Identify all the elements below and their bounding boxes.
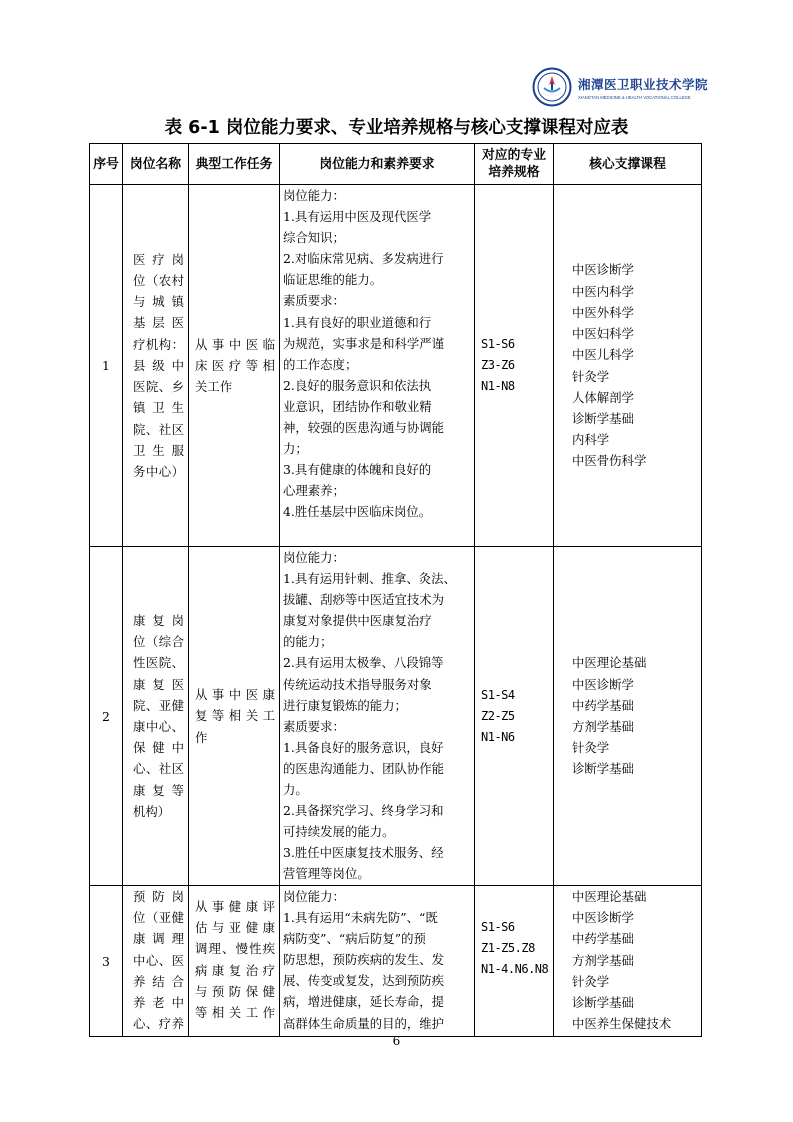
position-line: 医院、乡 — [133, 379, 184, 395]
college-logo — [532, 66, 707, 108]
spec-line: S1-S4 — [481, 687, 515, 702]
course-item: 中医骨伤科学 — [572, 453, 647, 469]
course-item: 诊断学基础 — [572, 995, 634, 1011]
position-line: 务中心） — [133, 463, 184, 479]
task-line: 病康复治疗 — [195, 962, 275, 978]
ability-line: 的医患沟通能力、团队协作能 — [283, 760, 445, 776]
ability-line: 可持续发展的能力。 — [283, 824, 395, 840]
ability-line: 岗位能力： — [283, 550, 345, 565]
ability-line: 2.具备探究学习、终身学习和 — [283, 803, 444, 819]
ability-line: 3.胜任中医康复技术服务、经 — [283, 845, 444, 861]
course-item: 中医理论基础 — [572, 655, 647, 671]
position-line: 预 防 岗 — [133, 889, 184, 904]
position-line: 县 级 中 — [133, 357, 184, 373]
spec-line: Z1-Z5.Z8 — [481, 941, 535, 955]
ability-line: 病防变”、“病后防复”的预 — [283, 931, 426, 947]
position-line: 基 层 医 — [133, 315, 184, 331]
row-no: 3 — [90, 886, 123, 1037]
course-item: 方剂学基础 — [572, 719, 634, 734]
ability-line: 业意识，团结协作和敬业精 — [283, 398, 432, 414]
ability-line: 综合知识； — [283, 230, 345, 246]
position-line: 养 结 合 — [133, 973, 184, 989]
ability-line: 康复对象提供中医康复治疗 — [283, 613, 432, 629]
ability-line: 高群体生命质量的目的，维护 — [283, 1015, 445, 1031]
ability-line: 神，较强的医患沟通与协调能 — [283, 420, 445, 436]
course-item: 诊断学基础 — [572, 761, 634, 777]
position-line: 疗机构： — [133, 336, 184, 352]
course-item: 中医儿科学 — [572, 347, 634, 363]
task-line: 复等相关工 — [195, 708, 275, 724]
position-line: 中心、医 — [133, 952, 184, 968]
page-number: 6 — [392, 1034, 401, 1048]
ability-line: 2.具有运用太极拳、八段锦等 — [283, 655, 444, 671]
row-spec — [475, 185, 554, 547]
position-line: 康 复 医 — [133, 676, 184, 692]
ability-line: 的工作态度； — [283, 356, 358, 372]
position-line: 机构） — [133, 803, 171, 819]
ability-line: 3.具有健康的体魄和良好的 — [283, 462, 432, 478]
ability-line: 2.对临床常见病、多发病进行 — [283, 251, 444, 267]
header-ability: 岗位能力和素养要求 — [280, 144, 475, 185]
row-courses — [554, 185, 702, 547]
course-item: 人体解剖学 — [572, 389, 634, 405]
position-line: 性医院、 — [133, 655, 184, 671]
row-ability — [280, 547, 475, 886]
row-courses — [554, 886, 702, 1037]
position-line: 镇 卫 生 — [133, 400, 184, 416]
header-position: 岗位名称 — [123, 144, 189, 185]
row-ability — [280, 185, 475, 547]
row-ability — [280, 886, 475, 1037]
college-name-cn: 湘潭医卫职业技术学院 — [578, 76, 709, 92]
task-line: 关工作 — [195, 379, 233, 395]
course-item: 中医诊断学 — [572, 262, 634, 278]
row-task — [189, 547, 280, 886]
table-row — [90, 547, 702, 886]
spec-line: N1-N8 — [481, 379, 515, 393]
position-line: 心、疗养 — [133, 1016, 184, 1032]
position-line: 保 健 中 — [133, 740, 184, 756]
task-line: 从事中医临 — [195, 336, 275, 352]
ability-line: 传统运动技术指导服务对象 — [283, 676, 432, 692]
ability-line: 病，增进健康，延长寿命，提 — [283, 994, 445, 1010]
position-line: 心、社区 — [133, 761, 184, 777]
position-line: 卫 生 服 — [133, 442, 184, 458]
row-no: 1 — [90, 185, 123, 547]
course-item: 诊断学基础 — [572, 410, 634, 426]
position-line: 康中心、 — [133, 719, 184, 734]
ability-line: 1.具备良好的服务意识，良好 — [283, 739, 444, 755]
course-item: 内科学 — [572, 432, 610, 448]
position-line: 医 疗 岗 — [133, 251, 184, 267]
ability-line: 1.具有运用中医及现代医学 — [283, 209, 432, 225]
ability-line: 岗位能力： — [283, 889, 345, 904]
position-line: 位（亚健 — [133, 910, 184, 926]
header-spec-line2: 培养规格 — [488, 165, 540, 180]
college-name-en: XIANGTAN MEDICINE & HEALTH VOCATIONAL COLLEGE — [578, 94, 691, 100]
course-item: 中药学基础 — [572, 931, 634, 947]
course-item: 中医养生保健技术 — [572, 1016, 672, 1032]
task-line: 床医疗等相 — [195, 357, 275, 373]
course-item: 针灸学 — [572, 368, 610, 384]
course-item: 中医诊断学 — [572, 910, 634, 926]
course-item: 方剂学基础 — [572, 952, 634, 968]
table-row — [90, 886, 702, 1037]
position-line: 康 复 岗 — [133, 612, 184, 628]
ability-line: 素质要求： — [283, 718, 345, 734]
course-item: 中医外科学 — [572, 304, 634, 320]
ability-line: 4.胜任基层中医临床岗位。 — [283, 504, 432, 520]
course-item: 中医理论基础 — [572, 889, 647, 904]
ability-line: 拔罐、刮痧等中医适宜技术为 — [283, 592, 445, 608]
position-line: 与 城 镇 — [133, 294, 184, 310]
task-line: 从事中医康 — [195, 687, 275, 703]
course-item: 中医妇科学 — [572, 326, 634, 342]
ability-line: 的能力； — [283, 634, 333, 650]
ability-line: 1.具有良好的职业道德和行 — [283, 314, 432, 330]
ability-line: 1.具有运用“未病先防”、“既 — [283, 910, 438, 926]
row-task — [189, 185, 280, 547]
task-line: 调理、慢性疾 — [195, 941, 275, 957]
row-spec — [475, 886, 554, 1037]
position-line: 院、社区 — [133, 421, 184, 437]
ability-line: 进行康复锻炼的能力； — [283, 697, 407, 713]
header-spec — [475, 144, 554, 185]
table-title: 表 6-1 岗位能力要求、专业培养规格与核心支撑课程对应表 — [164, 118, 629, 138]
ability-line: 防思想，预防疾病的发生、发 — [283, 952, 445, 968]
ability-line: 素质要求： — [283, 293, 345, 309]
ability-line: 岗位能力： — [283, 188, 345, 203]
row-no: 2 — [90, 547, 123, 886]
task-line: 从事健康评 — [195, 899, 275, 914]
table-header-row — [90, 144, 702, 185]
task-line: 与预防保健 — [195, 983, 275, 999]
position-line: 养 老 中 — [133, 995, 184, 1011]
table-row — [90, 185, 702, 547]
course-item: 中药学基础 — [572, 697, 634, 713]
header-task: 典型工作任务 — [189, 144, 280, 185]
spec-line: N1-N6 — [481, 729, 515, 744]
position-line: 康 复 等 — [133, 782, 184, 798]
ability-line: 2.良好的服务意识和依法执 — [283, 377, 432, 393]
header-no: 序号 — [90, 144, 123, 185]
course-item: 中医诊断学 — [572, 676, 634, 692]
position-line: 康 调 理 — [133, 931, 184, 947]
college-emblem-icon — [532, 67, 572, 107]
header-courses: 核心支撑课程 — [554, 144, 702, 185]
position-line: 位（综合 — [133, 634, 184, 650]
task-line: 等相关工作 — [195, 1005, 275, 1021]
course-item: 中医内科学 — [572, 283, 634, 299]
ability-line: 1.具有运用针刺、推拿、灸法、 — [283, 571, 456, 587]
spec-line: S1-S6 — [481, 920, 515, 934]
row-spec — [475, 547, 554, 886]
ability-line: 力； — [283, 441, 308, 457]
ability-line: 营管理等岗位。 — [283, 866, 370, 882]
spec-line: S1-S6 — [481, 337, 515, 351]
header-spec-line1: 对应的专业 — [482, 148, 546, 163]
row-task — [189, 886, 280, 1037]
row-position — [123, 886, 189, 1037]
row-position — [123, 547, 189, 886]
row-position — [123, 185, 189, 547]
ability-line: 为规范，实事求是和科学严谨 — [283, 335, 445, 351]
spec-line: N1-4.N6.N8 — [481, 962, 549, 976]
position-line: 位（农村 — [133, 273, 184, 289]
spec-line: Z2-Z5 — [481, 708, 515, 723]
course-mapping-table — [89, 143, 702, 1037]
task-line: 作 — [195, 729, 208, 745]
ability-line: 展、传变或复发，达到预防疾 — [283, 973, 445, 989]
course-item: 针灸学 — [572, 973, 610, 989]
course-item: 针灸学 — [572, 740, 610, 756]
ability-line: 临证思维的能力。 — [283, 272, 383, 288]
ability-line: 力。 — [283, 782, 308, 798]
ability-line: 心理素养； — [283, 483, 345, 499]
task-line: 估与亚健康 — [195, 920, 275, 936]
row-courses — [554, 547, 702, 886]
position-line: 院、亚健 — [133, 697, 184, 713]
spec-line: Z3-Z6 — [481, 358, 515, 372]
